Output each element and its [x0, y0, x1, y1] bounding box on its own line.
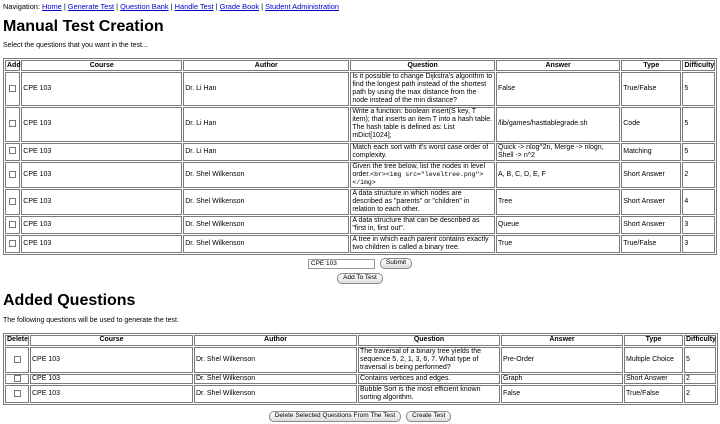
table-row — [5, 189, 715, 215]
type-cell: Short Answer — [624, 374, 683, 384]
navigation-label: Navigation: — [3, 2, 40, 11]
table-header-row — [5, 60, 715, 71]
nav-link-student-administration[interactable]: Student Administration — [265, 2, 340, 11]
question-text: Given the tree below, list the nodes in level order. — [352, 162, 486, 178]
table-row — [5, 143, 715, 161]
create-test-button[interactable]: Create Test — [406, 411, 451, 422]
answer-cell: True — [496, 235, 620, 253]
answer-cell: A, B, C, D, E, F — [496, 162, 620, 188]
difficulty-cell: 4 — [682, 189, 715, 215]
answer-cell: Tree — [496, 189, 620, 215]
table-header-row — [5, 335, 716, 346]
column-header-add: Add — [5, 60, 20, 71]
added-instructions: The following questions will be used to generate the test. — [3, 316, 179, 324]
column-header-type: Type — [621, 60, 681, 71]
add-checkbox-cell — [5, 143, 20, 161]
manual-test-creation-title: Manual Test Creation — [3, 17, 164, 35]
question-cell — [350, 162, 495, 188]
manual-instructions: Select the questions that you want in the test... — [3, 42, 148, 50]
course-cell: CPE 103 — [21, 189, 182, 215]
author-cell: Dr. Li Han — [183, 72, 349, 106]
add-checkbox-cell — [5, 235, 20, 253]
column-header-question: Question — [358, 335, 500, 346]
submit-button[interactable]: Submit — [380, 258, 412, 269]
answer-cell: Pre-Order — [501, 347, 623, 373]
add-checkbox-cell — [5, 216, 20, 234]
course-cell: CPE 103 — [21, 216, 182, 234]
author-cell: Dr. Shel Wilkenson — [183, 189, 349, 215]
delete-checkbox[interactable] — [14, 375, 21, 382]
added-actions-row — [3, 411, 717, 422]
column-header-course: Course — [30, 335, 193, 346]
nav-link-handle-test[interactable]: Handle Test — [174, 2, 214, 11]
difficulty-cell: 5 — [682, 72, 715, 106]
difficulty-cell: 3 — [682, 216, 715, 234]
answer-cell: /lib/games/hasttablegrade.sh — [496, 107, 620, 141]
table-row — [5, 107, 715, 141]
table-row — [5, 347, 716, 373]
answer-cell: Graph — [501, 374, 623, 384]
add-checkbox[interactable] — [9, 221, 16, 228]
question-cell: A tree in which each parent contains exactly two children is called a binary tree. — [350, 235, 495, 253]
column-header-course: Course — [21, 60, 182, 71]
column-header-difficulty: Difficulty — [682, 60, 715, 71]
question-cell: A data structure in which nodes are described as "parents" or "children" in relation to each other. — [350, 189, 495, 215]
add-checkbox[interactable] — [9, 120, 16, 127]
difficulty-cell: 3 — [682, 235, 715, 253]
question-cell: Write a function: boolean insert(S key, T item); that inserts an item T into a hash table. The hash table is defined as: List mDict[1024]; — [350, 107, 495, 141]
added-questions-table — [3, 333, 718, 406]
add-checkbox[interactable] — [9, 171, 16, 178]
answer-cell: Queue — [496, 216, 620, 234]
difficulty-cell: 2 — [684, 385, 716, 403]
delete-checkbox-cell — [5, 374, 29, 384]
type-cell: Code — [621, 107, 681, 141]
column-header-author: Author — [194, 335, 357, 346]
course-cell: CPE 103 — [21, 107, 182, 141]
column-header-difficulty: Difficulty — [684, 335, 716, 346]
question-cell: The traversal of a binary tree yields the sequence 5, 2, 1, 3, 6, 7. What type of traversal is being performed? — [358, 347, 500, 373]
question-bank-table — [3, 58, 717, 255]
answer-cell: Quick -> nlog^2n, Merge -> nlogn, Shell -> n^2 — [496, 143, 620, 161]
add-checkbox[interactable] — [9, 198, 16, 205]
navigation-bar: Navigation: Home | Generate Test | Question Bank | Handle Test | Grade Book | Student Administration — [3, 2, 340, 11]
add-to-test-row — [3, 273, 717, 284]
question-cell: Match each sort with it's worst case order of complexity. — [350, 143, 495, 161]
table-row — [5, 235, 715, 253]
table-row — [5, 72, 715, 106]
type-cell: Short Answer — [621, 162, 681, 188]
author-cell: Dr. Shel Wilkenson — [183, 216, 349, 234]
nav-link-grade-book[interactable]: Grade Book — [219, 2, 260, 11]
question-cell: Bubble Sort is the most efficient known sorting algorithm. — [358, 385, 500, 403]
course-cell: CPE 103 — [30, 385, 193, 403]
question-code: <br><img src="leveltree.png"></img> — [352, 170, 484, 186]
course-cell: CPE 103 — [21, 143, 182, 161]
question-cell: A data structure that can be described as "first in, first out". — [350, 216, 495, 234]
type-cell: True/False — [621, 72, 681, 106]
table-row — [5, 374, 716, 384]
type-cell: Short Answer — [621, 189, 681, 215]
type-cell: Matching — [621, 143, 681, 161]
question-cell: Contains vertices and edges. — [358, 374, 500, 384]
nav-link-question-bank[interactable]: Question Bank — [120, 2, 169, 11]
table-row — [5, 385, 716, 403]
table-row — [5, 162, 715, 188]
difficulty-cell: 2 — [684, 374, 716, 384]
course-cell: CPE 103 — [21, 162, 182, 188]
delete-checkbox-cell — [5, 347, 29, 373]
delete-checkbox-cell — [5, 385, 29, 403]
difficulty-cell: 5 — [682, 107, 715, 141]
author-cell: Dr. Li Han — [183, 107, 349, 141]
column-header-answer: Answer — [501, 335, 623, 346]
delete-checkbox[interactable] — [14, 356, 21, 363]
table-row — [5, 216, 715, 234]
author-cell: Dr. Shel Wilkenson — [194, 347, 357, 373]
course-cell: CPE 103 — [30, 347, 193, 373]
author-cell: Dr. Li Han — [183, 143, 349, 161]
difficulty-cell: 5 — [684, 347, 716, 373]
course-filter-row — [3, 258, 717, 269]
delete-checkbox[interactable] — [14, 390, 21, 397]
answer-cell: False — [501, 385, 623, 403]
difficulty-cell: 2 — [682, 162, 715, 188]
added-questions-title: Added Questions — [3, 292, 136, 310]
add-checkbox[interactable] — [9, 147, 16, 154]
type-cell: Short Answer — [621, 216, 681, 234]
author-cell: Dr. Shel Wilkenson — [183, 162, 349, 188]
type-cell: True/False — [624, 385, 683, 403]
answer-cell: False — [496, 72, 620, 106]
course-cell: CPE 103 — [21, 72, 182, 106]
column-header-delete: Delete — [5, 335, 29, 346]
question-cell: Is it possible to change Dijkstra's algorithm to find the longest path instead of the shortest path by using the max distance from the node instead of the min distance? — [350, 72, 495, 106]
column-header-type: Type — [624, 335, 683, 346]
nav-link-home[interactable]: Home — [42, 2, 62, 11]
author-cell: Dr. Shel Wilkenson — [194, 385, 357, 403]
author-cell: Dr. Shel Wilkenson — [194, 374, 357, 384]
add-checkbox-cell — [5, 189, 20, 215]
type-cell: True/False — [621, 235, 681, 253]
column-header-author: Author — [183, 60, 349, 71]
course-cell: CPE 103 — [21, 235, 182, 253]
course-filter-input[interactable]: CPE 103 — [308, 259, 375, 269]
add-checkbox-cell — [5, 107, 20, 141]
add-to-test-button[interactable]: Add To Test — [337, 273, 383, 284]
course-cell: CPE 103 — [30, 374, 193, 384]
type-cell: Multiple Choice — [624, 347, 683, 373]
nav-link-generate-test[interactable]: Generate Test — [67, 2, 115, 11]
add-checkbox[interactable] — [9, 85, 16, 92]
author-cell: Dr. Shel Wilkenson — [183, 235, 349, 253]
column-header-question: Question — [350, 60, 495, 71]
add-checkbox-cell — [5, 72, 20, 106]
difficulty-cell: 5 — [682, 143, 715, 161]
add-checkbox[interactable] — [9, 240, 16, 247]
add-checkbox-cell — [5, 162, 20, 188]
delete-selected-button[interactable]: Delete Selected Questions From The Test — [269, 411, 401, 422]
column-header-answer: Answer — [496, 60, 620, 71]
